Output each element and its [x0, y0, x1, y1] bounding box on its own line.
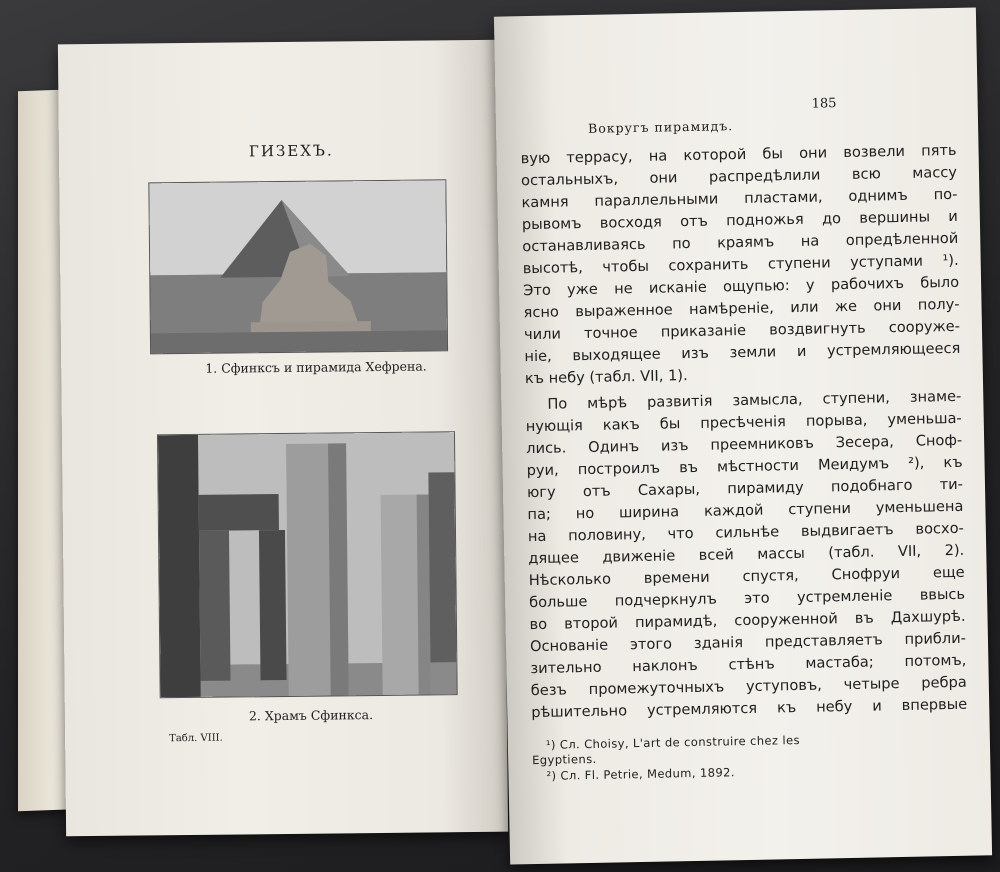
body-text-line: Нѣсколько времени спустя, Снофруи еще: [528, 563, 965, 590]
body-text-line: югу отъ Сахары, пирамиду подобнаго ти-: [526, 475, 964, 502]
body-text-line: зительно наклонъ стѣнъ мастаба; потомъ,: [530, 651, 967, 678]
body-text-line: останавливаясь по краямъ на опредѣленной: [522, 229, 959, 256]
body-text-line: лись. Одинъ изъ преемниковъ Зесера, Сноф-: [526, 431, 963, 458]
body-text-line: во второй пирамидѣ, сооруженной въ Дахшурѣ.: [529, 607, 966, 634]
sphinx-temple-illustration: [158, 432, 457, 697]
body-text-line: высотѣ, чтобы сохранить ступени уступами ¹).: [522, 251, 959, 278]
footnote: Egyptiens.: [532, 751, 597, 768]
sphinx-temple-photo: [158, 432, 457, 697]
body-text-line: ніе, выходящее изъ земли и устремляющееся: [524, 339, 961, 366]
body-text-line: камня параллельными пластами, однимъ по-: [521, 185, 958, 212]
plate-label: Табл. VIII.: [169, 732, 223, 745]
body-text-line: чили точное приказаніе воздвигнуть сооруже-: [523, 317, 961, 344]
body-text-line: остальныхъ, они распредѣлили всю массу: [520, 163, 958, 190]
body-text-line: По мѣрѣ развитія замысла, ступени, знаме-: [547, 387, 962, 413]
body-text-line: къ небу (табл. VII, 1).: [524, 367, 688, 388]
left-page: [58, 40, 508, 837]
body-text-line: Основаніе этого зданія представляетъ прибли-: [529, 629, 967, 656]
body-text-line: вую террасу, на которой бы они возвели пять: [520, 141, 957, 168]
body-text-line: рѣшительно устремляются къ небу и впервые: [531, 695, 968, 722]
chapter-title: ГИЗЕХЪ.: [248, 141, 334, 161]
sphinx-pyramid-photo: [149, 180, 447, 353]
body-text-line: больше подчеркнулъ это устремленіе ввысь: [528, 585, 966, 612]
footnote: ¹) Сл. Choisy, L'art de construire chez les: [545, 732, 801, 752]
page-number: 185: [811, 96, 837, 112]
body-text-line: рывомъ восходя отъ подножья до вершины и: [521, 207, 958, 234]
body-text-line: руи, построилъ въ мѣстности Меидумъ ²), къ: [526, 453, 963, 480]
footnote: ²) Сл. Fl. Petrie, Medum, 1892.: [546, 765, 735, 783]
body-text-line: ясно выраженное намѣреніе, или же они полу-: [523, 295, 960, 322]
body-text-line: дящее движеніе всей массы (табл. VII, 2).: [528, 541, 965, 568]
body-text-line: безъ промежуточныхъ уступовъ, четыре ребра: [530, 673, 967, 700]
body-text-line: нующія какъ бы пресѣченія порыва, уменьша-: [525, 409, 962, 436]
figure-2-caption: 2. Храмъ Сфинкса.: [248, 707, 374, 724]
right-page: [494, 7, 992, 864]
body-text-line: па; но ширина каждой ступени уменьшена: [527, 497, 964, 524]
body-text-line: на половину, что сильнѣе выдвигаетъ восхо-: [527, 519, 964, 546]
running-head: Вокругъ пирамидъ.: [587, 118, 734, 136]
sphinx-pyramid-illustration: [149, 180, 447, 353]
body-text-line: Это уже не исканіе ощупью: у рабочихъ было: [523, 273, 960, 300]
figure-1-caption: 1. Сфинксъ и пирамида Хефрена.: [205, 358, 427, 376]
